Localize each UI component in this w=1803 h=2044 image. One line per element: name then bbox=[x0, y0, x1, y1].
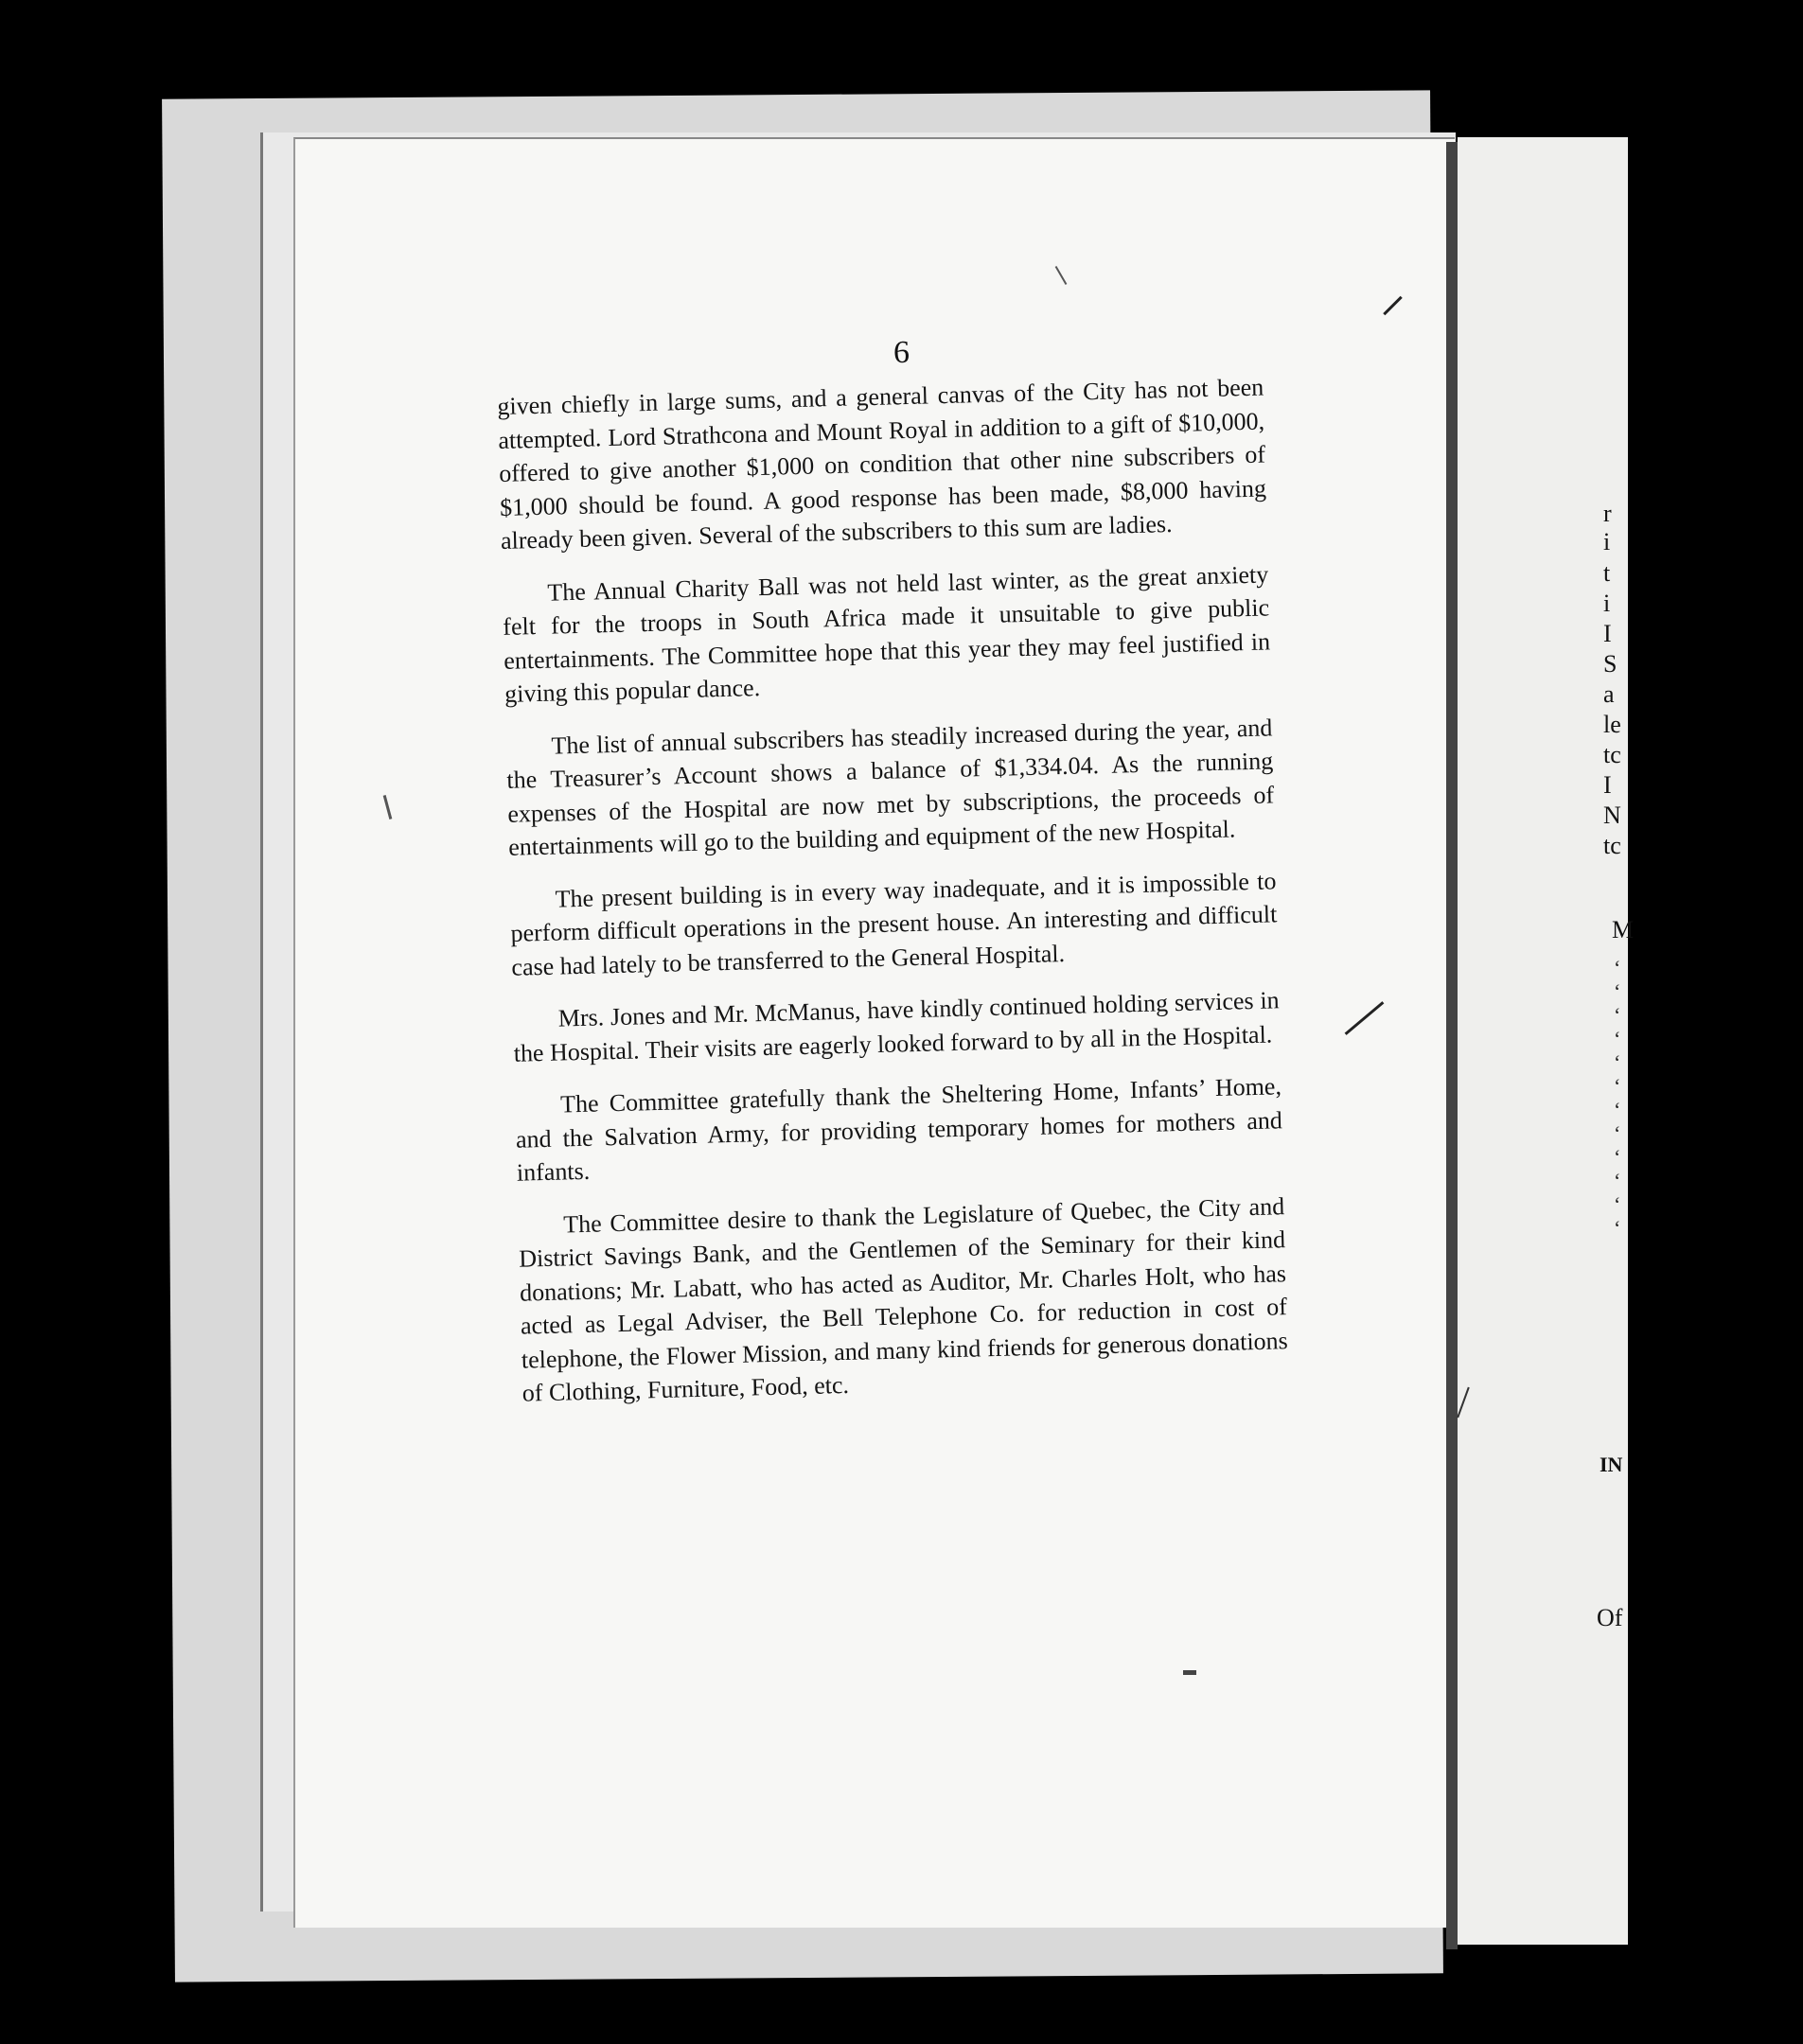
paragraph: The present building is in every way inadequate, and it is impossible to perform difficult operations in the present house. An interesting and difficult case had lately to be transferred to the General Hospital. bbox=[510, 866, 1278, 981]
quote-mark: ‘ bbox=[1614, 1145, 1621, 1169]
right-page-line: tc bbox=[1603, 832, 1621, 859]
right-page-line: I bbox=[1603, 620, 1612, 647]
paragraph: The Committee gratefully thank the Sheltering Home, Infants’ Home, and the Salvation Army, for providing temporary homes for mothers and infants. bbox=[515, 1072, 1283, 1187]
page-number: 6 bbox=[893, 335, 910, 370]
right-page-line: a bbox=[1603, 680, 1615, 708]
right-page-fragment bbox=[1458, 137, 1628, 1945]
paragraph: The Annual Charity Ball was not held last winter, as the great anxiety felt for the troops in South Africa made it unsuitable to give public entertainments. The Committee hope that this year they may feel justified in giving this popular dance. bbox=[502, 559, 1271, 708]
quote-mark: ‘ bbox=[1614, 1121, 1621, 1145]
right-page-line: I bbox=[1603, 771, 1612, 799]
paragraph: The Committee desire to thank the Legislature of Quebec, the City and District Savings Bank, and the Gentlemen of the Seminary for their kind donations; Mr. Labatt, who has acted as Auditor, Mr. Charles Holt, who has acted as Legal Adviser, the Bell Telephone Co. for reduction in cost of telephone, the Flower Mission, and many kind friends for generous donations of Clothing, Furniture, Food, etc. bbox=[518, 1191, 1289, 1407]
quote-mark: ‘ bbox=[1614, 956, 1621, 979]
body-text bbox=[497, 371, 1289, 1411]
right-page-quote-marks bbox=[1614, 956, 1620, 1240]
quote-mark: ‘ bbox=[1614, 1074, 1621, 1098]
paragraph: given chiefly in large sums, and a general canvas of the City has not been attempted. Lord Strathcona and Mount Royal in addition to a gift of $10,000, offered to give another $1,000 on condition that other nine subscribers of $1,000 should be found. A good response has been made, $8,000 having already been given. Several of the subscribers to this sum are ladies. bbox=[497, 373, 1267, 555]
paragraph: Mrs. Jones and Mr. McManus, have kindly continued holding services in the Hospital. Their visits are eagerly looked forward to by all in the Hospital. bbox=[513, 986, 1280, 1067]
right-page-line: S bbox=[1603, 650, 1617, 678]
quote-mark: ‘ bbox=[1614, 1003, 1621, 1027]
right-page-heading: M bbox=[1612, 916, 1635, 943]
right-page-line: r bbox=[1603, 500, 1612, 527]
right-page-line: le bbox=[1603, 711, 1621, 738]
right-page-heading: IN bbox=[1600, 1453, 1623, 1476]
right-page-line: tc bbox=[1603, 741, 1621, 768]
quote-mark: ‘ bbox=[1614, 1098, 1621, 1121]
stray-mark bbox=[1183, 1670, 1196, 1675]
right-page-heading: Of bbox=[1597, 1604, 1623, 1631]
right-page-line: t bbox=[1603, 559, 1611, 587]
right-page-line: i bbox=[1603, 590, 1611, 617]
right-page-line: i bbox=[1603, 528, 1611, 555]
quote-mark: ‘ bbox=[1614, 979, 1621, 1003]
right-page-line: N bbox=[1603, 802, 1621, 829]
quote-mark: ‘ bbox=[1614, 1027, 1621, 1050]
quote-mark: ‘ bbox=[1614, 1192, 1621, 1216]
paragraph: The list of annual subscribers has steadily increased during the year, and the Treasurer’s Account shows a balance of $1,334.04. As the running expenses of the Hospital are now met by subscriptions, the proceeds of entertainments will go to the building and equipment of the new Hospital. bbox=[506, 713, 1275, 861]
quote-mark: ‘ bbox=[1614, 1169, 1621, 1192]
quote-mark: ‘ bbox=[1614, 1216, 1621, 1240]
quote-mark: ‘ bbox=[1614, 1050, 1621, 1074]
book-gutter bbox=[1446, 142, 1458, 1949]
